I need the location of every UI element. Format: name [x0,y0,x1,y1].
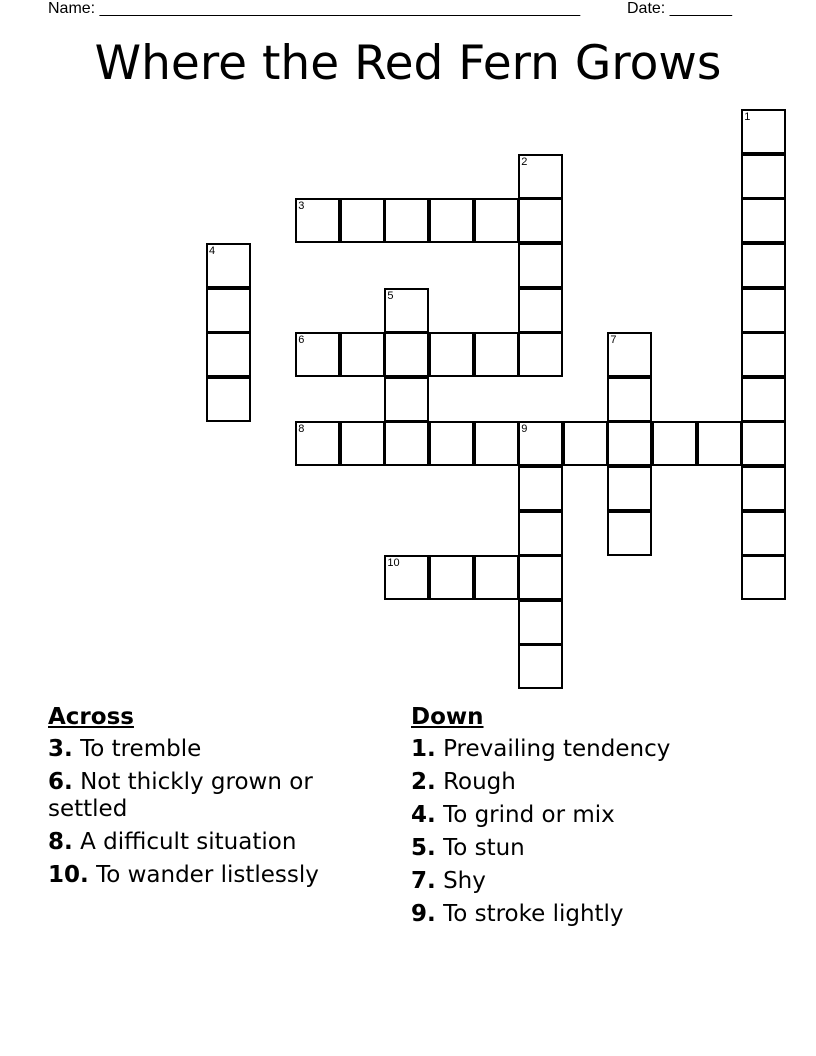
grid-cell[interactable] [741,109,786,154]
across-clue [48,769,378,823]
grid-cell[interactable] [474,332,519,377]
clue-text: To tremble [80,736,202,762]
clue-text: Not thickly grown or settled [48,769,313,822]
grid-cell[interactable] [518,198,563,243]
clue-text: A difficult situation [80,829,297,855]
clue-number: 5 [387,289,394,302]
clue-num: 1. [411,736,436,762]
down-clue [411,769,771,796]
grid-cell[interactable] [607,511,652,556]
grid-cell[interactable] [741,511,786,556]
grid-cell[interactable] [429,198,474,243]
clue-number: 9 [521,423,528,436]
clue-num: 10. [48,862,89,888]
clue-number: 4 [209,245,216,257]
grid-cell[interactable] [607,332,652,377]
grid-cell[interactable] [206,377,251,422]
clue-number: 8 [298,423,305,436]
grid-cell[interactable] [741,466,786,511]
down-heading: Down [411,704,484,730]
clue-text: To wander listlessly [96,862,319,888]
grid-cell[interactable] [384,332,429,377]
clue-number: 2 [521,155,528,168]
grid-cell[interactable] [429,555,474,600]
clue-number: 1 [744,111,751,124]
grid-cell[interactable] [741,154,786,199]
clue-num: 3. [48,736,73,762]
grid-cell[interactable] [563,421,608,466]
clue-text: To stun [443,835,525,861]
clue-number: 10 [387,557,400,570]
clue-text: Rough [443,769,516,795]
grid-cell[interactable] [518,466,563,511]
clue-num: 8. [48,829,73,855]
puzzle-title: Where the Red Fern Grows [94,36,722,91]
across-clue [48,736,378,763]
clue-num: 4. [411,802,436,828]
clue-num: 9. [411,901,436,927]
grid-cell[interactable] [295,421,340,466]
grid-cell[interactable] [429,332,474,377]
clue-num: 7. [411,868,436,894]
down-clue-list [411,736,771,928]
grid-cell[interactable] [741,421,786,466]
grid-cell[interactable] [295,332,340,377]
grid-cell[interactable] [741,332,786,377]
grid-cell[interactable] [340,198,385,243]
clue-num: 5. [411,835,436,861]
grid-cell[interactable] [384,377,429,422]
grid-cell[interactable] [340,332,385,377]
grid-cell[interactable] [206,332,251,377]
clue-num: 2. [411,769,436,795]
clue-text: Shy [443,868,486,894]
grid-cell[interactable] [697,421,742,466]
grid-cell[interactable] [607,466,652,511]
grid-cell[interactable] [518,600,563,645]
down-clue [411,736,771,763]
clue-num: 6. [48,769,73,795]
grid-cell[interactable] [206,243,251,288]
down-clue [411,868,771,895]
grid-cell[interactable] [518,421,563,466]
grid-cell[interactable] [474,421,519,466]
grid-cell[interactable] [384,421,429,466]
grid-cell[interactable] [741,377,786,422]
grid-cell[interactable] [652,421,697,466]
down-clue [411,901,771,928]
grid-cell[interactable] [518,243,563,288]
grid-cell[interactable] [429,421,474,466]
grid-cell[interactable] [518,555,563,600]
grid-cell[interactable] [741,288,786,333]
grid-cell[interactable] [384,288,429,333]
down-clue [411,835,771,862]
grid-cell[interactable] [474,555,519,600]
grid-cell[interactable] [518,332,563,377]
clue-number: 7 [610,334,617,347]
grid-cell[interactable] [607,377,652,422]
grid-cell[interactable] [474,198,519,243]
across-clues [48,702,378,895]
down-clue [411,802,771,829]
date-line[interactable]: Date: _______ [627,0,732,17]
clue-text: To stroke lightly [443,901,624,927]
grid-cell[interactable] [518,511,563,556]
across-clue [48,829,378,856]
grid-cell[interactable] [206,288,251,333]
across-clue-list [48,736,378,889]
grid-cell[interactable] [741,198,786,243]
clue-number: 6 [298,334,305,347]
grid-cell[interactable] [741,555,786,600]
across-clue [48,862,378,889]
across-heading: Across [48,704,134,730]
clue-text: Prevailing tendency [443,736,671,762]
grid-cell[interactable] [518,644,563,689]
grid-cell[interactable] [384,555,429,600]
grid-cell[interactable] [295,198,340,243]
grid-cell[interactable] [518,288,563,333]
clue-number: 3 [298,200,305,213]
grid-cell[interactable] [741,243,786,288]
clue-text: To grind or mix [443,802,615,828]
grid-cell[interactable] [384,198,429,243]
grid-cell[interactable] [607,421,652,466]
grid-cell[interactable] [518,154,563,199]
grid-cell[interactable] [340,421,385,466]
down-clues [411,702,771,934]
name-line[interactable]: Name: ______________________________________________________ [48,0,581,17]
